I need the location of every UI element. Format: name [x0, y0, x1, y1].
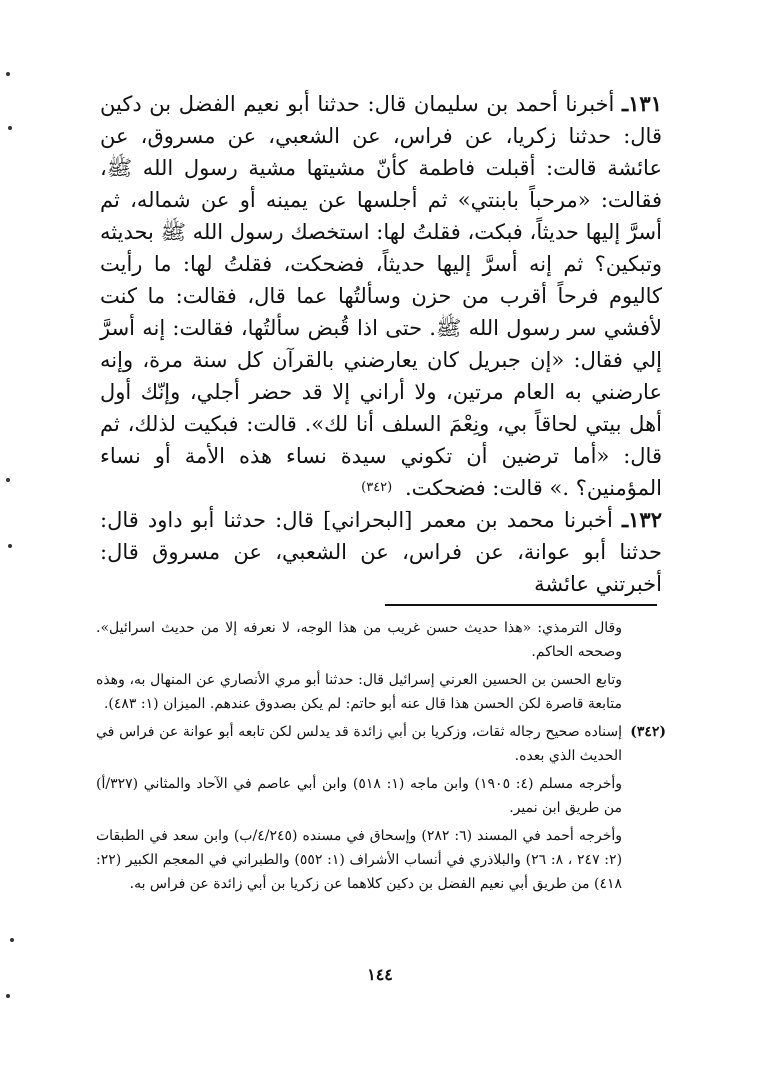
footnote-reference: (٣٤٢) [361, 480, 393, 495]
footnote-divider [385, 604, 657, 606]
scan-speck [6, 994, 10, 998]
hadith-132 [100, 504, 662, 600]
footnote-paragraph: وأخرجه مسلم (٤: ١٩٠٥) وابن ماجه (١: ٥١٨) وابن أبي عاصم في الآحاد والمثاني (٣٢٧/أ) من طريق ابن نمير. [96, 776, 623, 816]
hadith-text: أخبرنا محمد بن معمر [البحراني] قال: حدثنا أبو داود قال: حدثنا أبو عوانة، عن فراس، عن الشعبي، عن مسروق قال: أخبرتني عائشة [100, 508, 662, 596]
footnote-text: إسناده صحيح رجاله ثقات، وزكريا بن أبي زائدة قد يدلس لكن تابعه أبو عوانة عن فراس في الحديث الذي بعده. [96, 724, 622, 764]
scan-speck [8, 544, 12, 548]
footnotes [96, 616, 666, 900]
hadith-131 [100, 88, 662, 504]
footnote-number: (٣٤٢) [630, 724, 666, 740]
hadith-text: أخبرنا أحمد بن سليمان قال: حدثنا أبو نعيم الفضل بن دكين قال: حدثنا زكريا، عن فراس، عن الشعبي، عن مسروق، عن عائشة قالت: أقبلت فاطمة كأنّ مشيتها مشية رسول الله ﷺ، فقالت: «مرحباً بابنتي» ثم أجلسها عن يمينه أو عن شماله، ثم أسرَّ إليها حديثاً، فبكت، فقلتُ لها: استخصك رسول الله ﷺ بحديثه وتبكين؟ ثم إنه أسرَّ إليها حديثاً، فضحكت، فقلتُ لها: ما رأيت كاليوم فرحاً أقرب من حزن وسألتُها عما قال، فقالت: ما كنت لأفشي سر رسول الله ﷺ. حتى اذا قُبض سألتُها، فقالت: إنه أسرَّ إلي فقال: «إن جبريل كان يعارضني بالقرآن كل سنة مرة، وإنه عارضني به العام مرتين، ولا أراني إلا قد حضر أجلي، وإنّك أول أهل بيتي لحاقاً بي، ونِعْمَ السلف أنا لك». قالت: فبكيت لذلك، ثم قال: «أما ترضين أن تكوني سيدة نساء هذه الأمة أو نساء المؤمنين؟ .» قالت: فضحكت. [100, 92, 662, 500]
footnote-342 [96, 720, 666, 768]
scan-speck [6, 72, 10, 76]
scan-speck [8, 126, 12, 130]
page-number: ١٤٤ [367, 965, 393, 984]
scan-speck [10, 938, 14, 942]
hadith-number: ١٣٢ـ [622, 507, 662, 532]
footnote-paragraph: وقال الترمذي: «هذا حديث حسن غريب من هذا الوجه، لا نعرفه إلا من حديث اسرائيل». وصححه الحاكم. [96, 620, 622, 660]
footnote-paragraph: وتابع الحسن بن الحسين العرني إسرائيل قال: حدثنا أبو مري الأنصاري عن المنهال به، وهذه متابعة قاصرة لكن الحسن هذا قال عنه أبو حاتم: لم يكن بصدوق عندهم. الميزان (١: ٤٨٣). [96, 672, 622, 712]
scan-speck [6, 478, 10, 482]
main-text [100, 88, 662, 600]
footnote-paragraph: وأخرجه أحمد في المسند (٦: ٢٨٢) وإسحاق في مسنده (٤/٢٤٥/ب) وابن سعد في الطبقات (٢: ٢٤٧ ، ٨: ٢٦) والبلاذري في أنساب الأشراف (١: ٥٥٢) والطبراني في المعجم الكبير (٢٢: ٤١٨) من طريق أبي نعيم الفضل بن دكين كلاهما عن زكريا بن أبي زائدة عن فراس به. [96, 828, 623, 892]
hadith-number: ١٣١ـ [621, 91, 662, 116]
